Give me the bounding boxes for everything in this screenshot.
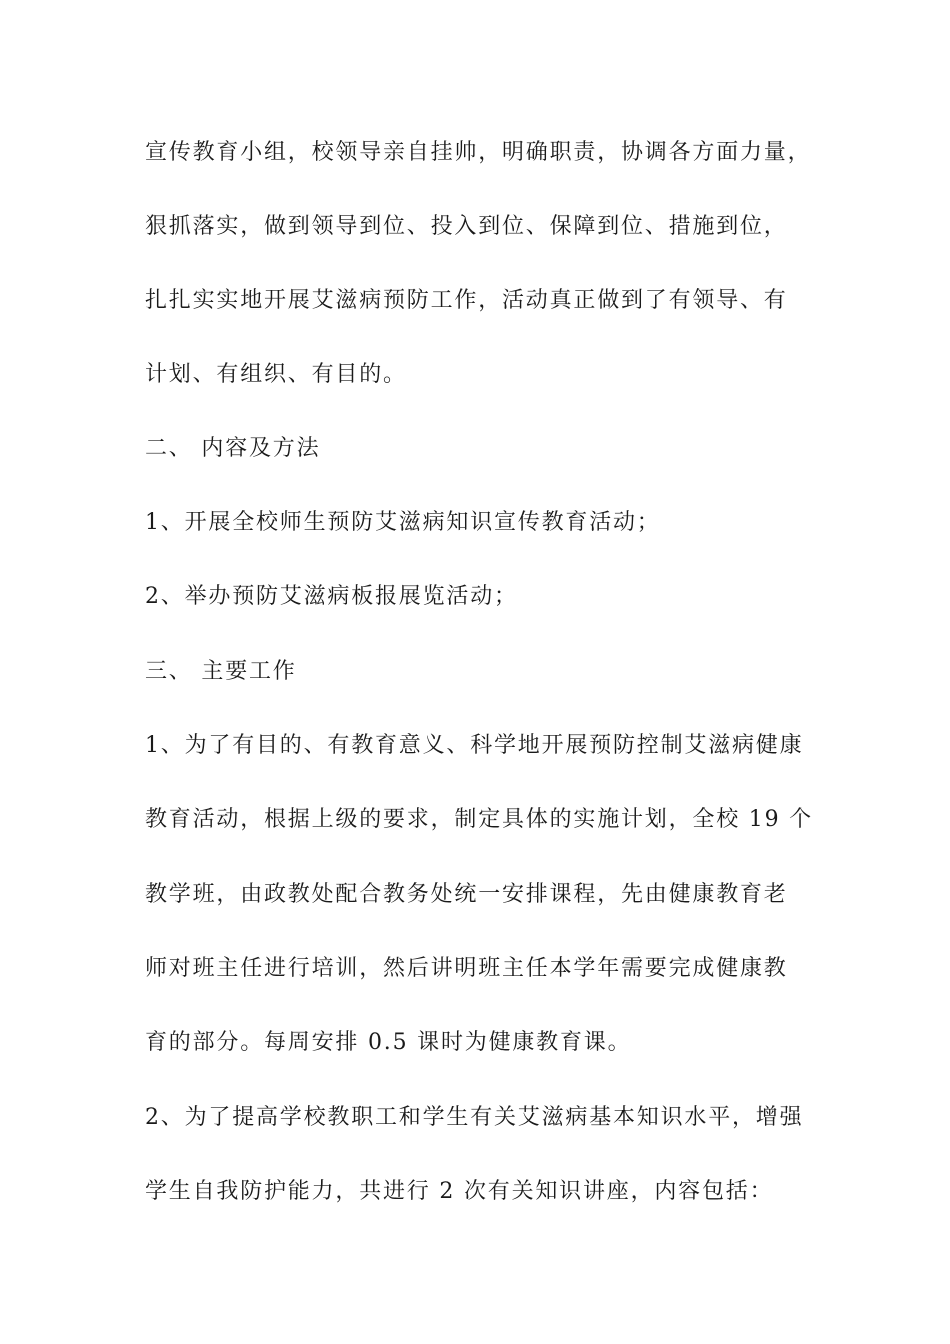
work-item-1-line-5: 育的部分。每周安排 0.5 课时为健康教育课。 [145, 1030, 632, 1055]
section-heading-main-work: 三、 主要工作 [145, 659, 297, 684]
paragraph-line-4: 计划、有组织、有目的。 [145, 362, 407, 387]
work-item-2-line-1: 2、为了提高学校教职工和学生有关艾滋病基本知识水平，增强 [145, 1105, 804, 1130]
work-item-1-line-3: 教学班，由政教处配合教务处统一安排课程，先由健康教育老 [145, 882, 788, 907]
work-item-1-line-4: 师对班主任进行培训，然后讲明班主任本学年需要完成健康教 [145, 956, 788, 981]
paragraph-line-2: 狠抓落实，做到领导到位、投入到位、保障到位、措施到位， [145, 214, 788, 239]
work-item-1-line-1: 1、为了有目的、有教育意义、科学地开展预防控制艾滋病健康 [145, 733, 804, 758]
work-item-2-line-2: 学生自我防护能力，共进行 2 次有关知识讲座，内容包括： [145, 1179, 774, 1204]
section-heading-content-methods: 二、 内容及方法 [145, 436, 321, 461]
list-item-1: 1、开展全校师生预防艾滋病知识宣传教育活动； [145, 510, 661, 535]
paragraph-line-1: 宣传教育小组，校领导亲自挂帅，明确职责，协调各方面力量， [145, 140, 812, 165]
paragraph-line-3: 扎扎实实地开展艾滋病预防工作，活动真正做到了有领导、有 [145, 288, 788, 313]
list-item-2: 2、举办预防艾滋病板报展览活动； [145, 584, 518, 609]
work-item-1-line-2: 教育活动，根据上级的要求，制定具体的实施计划，全校 19 个 [145, 807, 813, 832]
